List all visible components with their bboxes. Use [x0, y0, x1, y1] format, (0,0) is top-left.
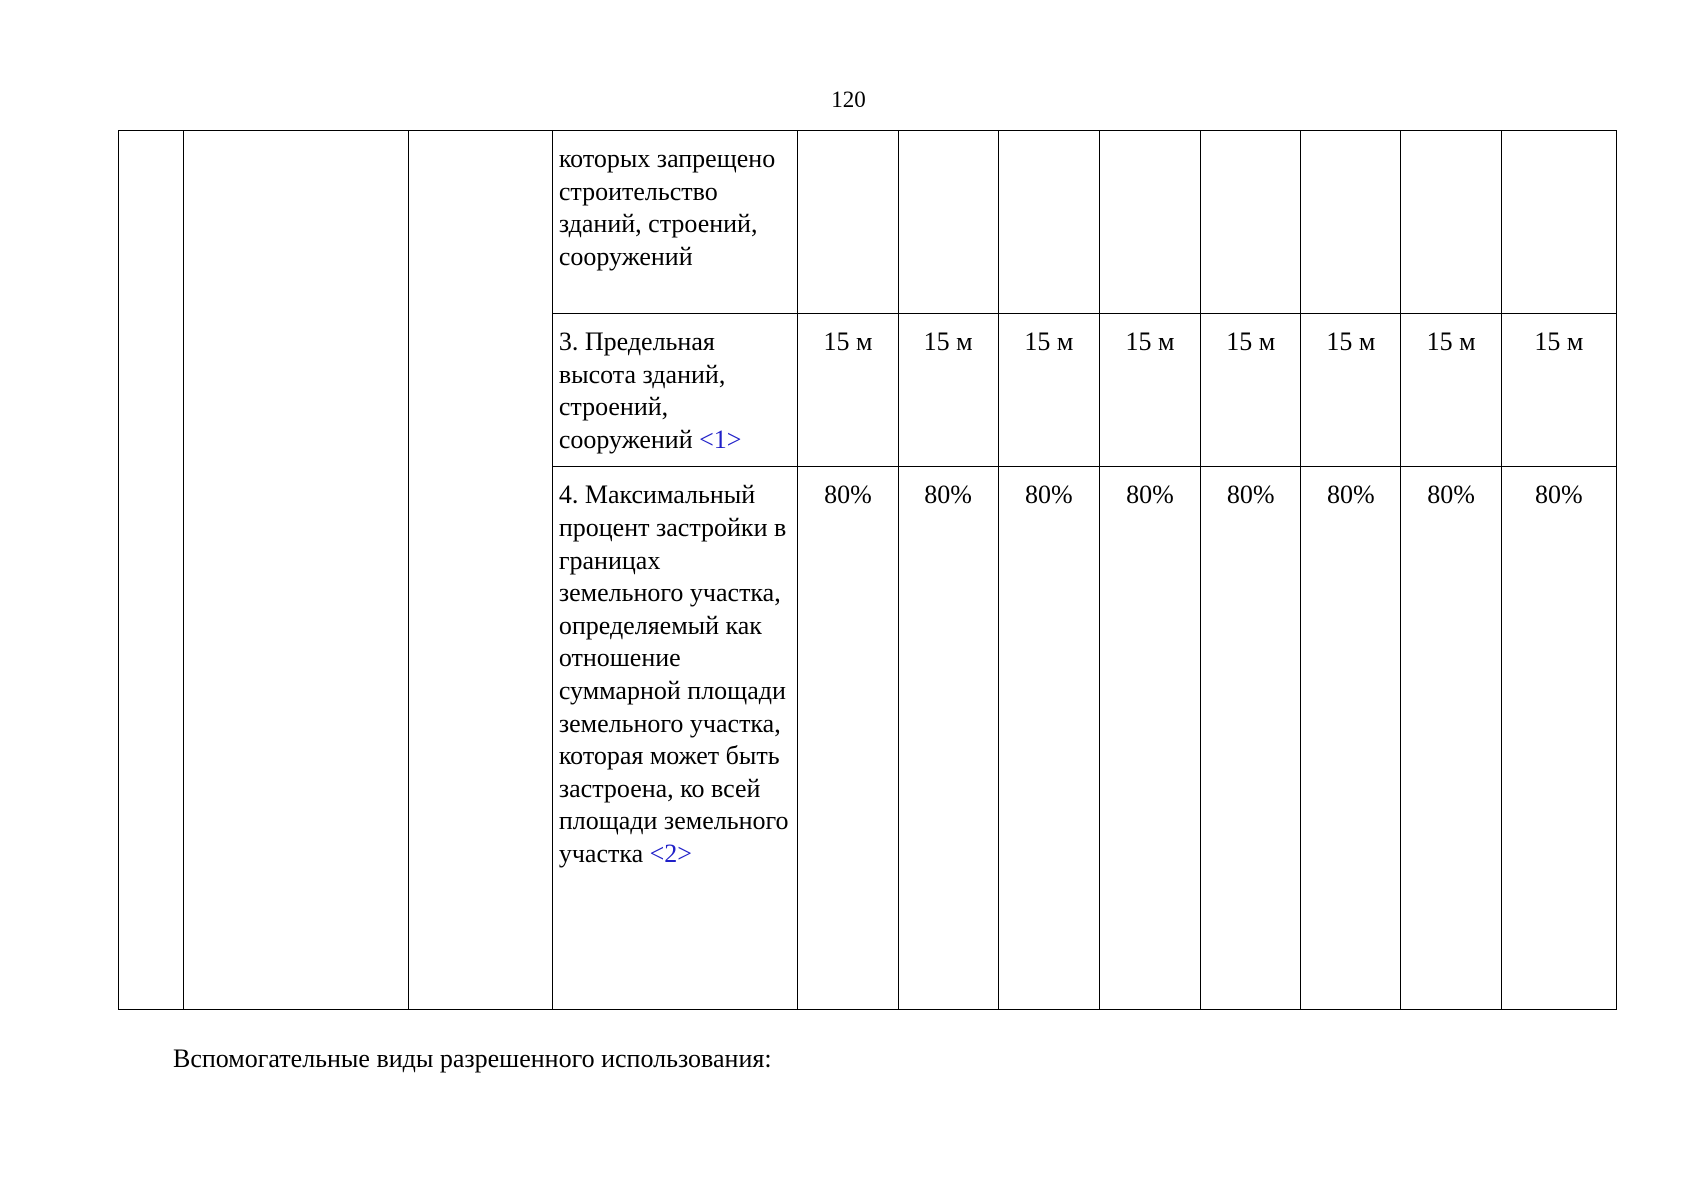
number-cell [119, 131, 184, 1010]
value-cell: 80% [1501, 467, 1616, 1010]
value-cell: 15 м [1201, 314, 1301, 467]
page-number: 120 [831, 87, 866, 112]
parameter-text: 3. Предельная высота зданий, строений, сооружений [558, 327, 726, 454]
section-heading: Вспомогательные виды разрешенного использования: [173, 1044, 772, 1073]
value-cell: 15 м [1501, 314, 1616, 467]
value-cell [1099, 131, 1200, 314]
value-cell: 80% [898, 467, 998, 1010]
parameter-text: которых запрещено строительство зданий, строений, сооружений [558, 144, 776, 271]
value-cell: 80% [1301, 467, 1401, 1010]
value-cell: 80% [798, 467, 898, 1010]
value-cell: 15 м [1099, 314, 1200, 467]
parameter-cell [552, 467, 797, 1010]
regulations-table [118, 130, 1617, 1010]
value-cell: 80% [1401, 467, 1501, 1010]
value-cell: 15 м [1401, 314, 1501, 467]
value-cell: 80% [998, 467, 1099, 1010]
value-cell: 80% [1099, 467, 1200, 1010]
value-cell [1301, 131, 1401, 314]
footnote-link[interactable]: <2> [649, 838, 692, 868]
value-cell [998, 131, 1099, 314]
description-cell [408, 131, 552, 1010]
parameter-text: 4. Максимальный процент застройки в границах земельного участка, определяемый как отношение суммарной площади земельного участка, которая может быть застроена, ко всей площади земельного участка [558, 480, 789, 868]
value-cell [1201, 131, 1301, 314]
usage-type-cell [184, 131, 408, 1010]
parameter-cell [552, 314, 797, 467]
value-cell: 15 м [798, 314, 898, 467]
value-cell [1401, 131, 1501, 314]
value-cell: 15 м [1301, 314, 1401, 467]
value-cell [1501, 131, 1616, 314]
value-cell [798, 131, 898, 314]
footnote-link[interactable]: <1> [699, 424, 742, 454]
table-row [119, 131, 1617, 314]
value-cell: 80% [1201, 467, 1301, 1010]
parameter-cell [552, 131, 797, 314]
value-cell [898, 131, 998, 314]
value-cell: 15 м [898, 314, 998, 467]
value-cell: 15 м [998, 314, 1099, 467]
